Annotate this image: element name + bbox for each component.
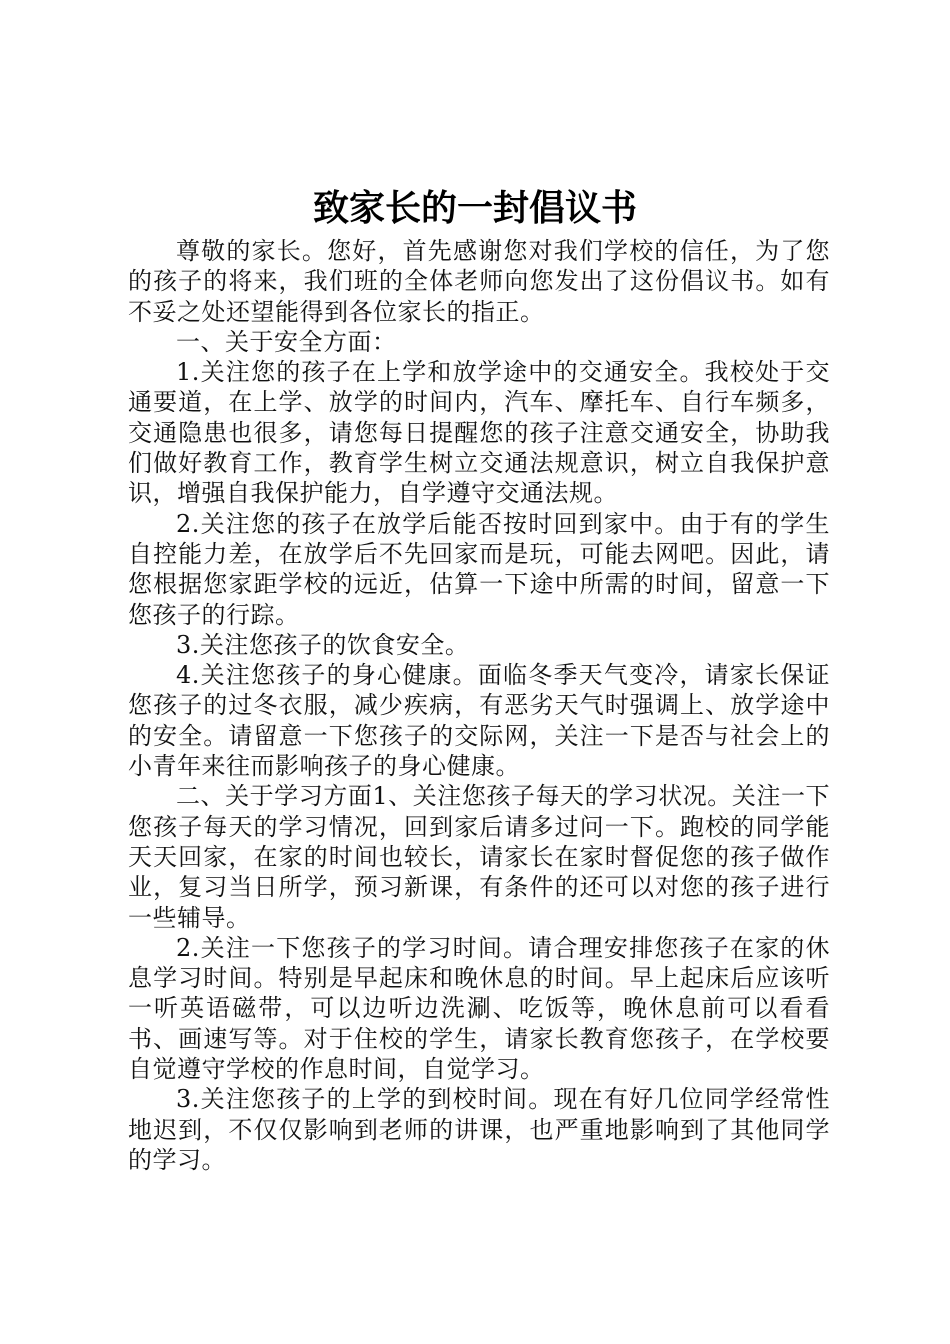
paragraph-safety-3: 3.关注您孩子的饮食安全。 [176, 630, 470, 659]
paragraph-study-2: 2.关注一下您孩子的学习时间。请合理安排您孩子在家的休息学习时间。特别是早起床和晚休息的时间。早上起床后应该听一听英语磁带，可以边听边洗涮、吃饭等，晚休息前可以看看书、画速写等。对于住校的学生，请家长教育您孩子，在学校要自觉遵守学校的作息时间，自觉学习。 [128, 933, 830, 1084]
document-body [128, 236, 830, 1175]
section-heading-safety: 一、关于安全方面： [176, 327, 397, 356]
paragraph-safety-4: 4.关注您孩子的身心健康。面临冬季天气变冷，请家长保证您孩子的过冬衣服，减少疾病，有恶劣天气时强调上、放学途中的安全。请留意一下您孩子的交际网，关注一下是否与社会上的小青年来往而影响孩子的身心健康。 [128, 661, 830, 781]
paragraph-greeting: 尊敬的家长。您好，首先感谢您对我们学校的信任，为了您的孩子的将来，我们班的全体老师向您发出了这份倡议书。如有不妥之处还望能得到各位家长的指正。 [128, 237, 830, 326]
document-title: 致家长的一封倡议书 [312, 187, 637, 229]
paragraph-safety-2: 2.关注您的孩子在放学后能否按时回到家中。由于有的学生自控能力差，在放学后不先回家而是玩，可能去网吧。因此，请您根据您家距学校的远近，估算一下途中所需的时间，留意一下您孩子的行踪。 [128, 509, 830, 629]
paragraph-study-1: 二、关于学习方面1、关注您孩子每天的学习状况。关注一下您孩子每天的学习情况，回到家后请多过问一下。跑校的同学能天天回家，在家的时间也较长，请家长在家时督促您的孩子做作业，复习当日所学，预习新课，有条件的还可以对您的孩子进行一些辅导。 [128, 782, 830, 932]
paragraph-safety-1: 1.关注您的孩子在上学和放学途中的交通安全。我校处于交通要道，在上学、放学的时间内，汽车、摩托车、自行车频多，交通隐患也很多，请您每日提醒您的孩子注意交通安全，协助我们做好教育工作，教育学生树立交通法规意识，树立自我保护意识，增强自我保护能力，自学遵守交通法规。 [128, 358, 830, 508]
paragraph-study-3: 3.关注您孩子的上学的到校时间。现在有好几位同学经常性地迟到，不仅仅影响到老师的讲课，也严重地影响到了其他同学的学习。 [128, 1085, 830, 1174]
